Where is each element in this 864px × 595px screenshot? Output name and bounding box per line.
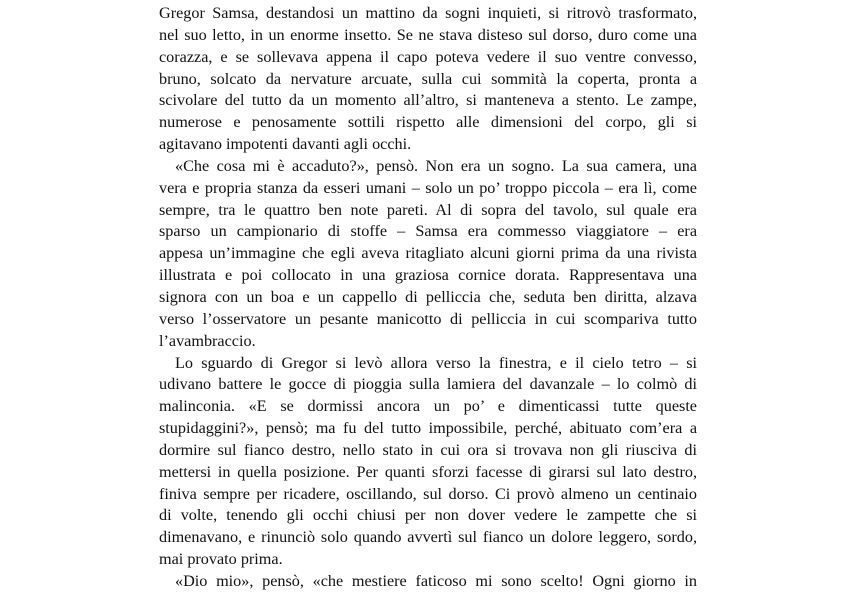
text-line: dimenavano, e rinunciò solo quando avvertì sul fianco un dolore leggero, sordo, xyxy=(159,528,697,547)
text-line: Lo sguardo di Gregor si levò allora verso la finestra, e il cielo tetro – si xyxy=(175,353,697,372)
text-line: sparso un campionario di stoffe – Samsa era commesso viaggiatore – era xyxy=(159,222,697,241)
text-line: sempre, tra le quattro ben note pareti. Al di sopra del tavolo, sul quale era xyxy=(159,200,697,219)
paragraph-3 xyxy=(159,353,697,571)
text-line: malinconia. «E se dormissi ancora un po’ e dimenticassi tutte queste xyxy=(159,397,697,416)
text-line: vera e propria stanza da esseri umani – solo un po’ troppo piccola – era lì, come xyxy=(159,178,697,197)
paragraph-1 xyxy=(159,3,697,156)
paragraph-2 xyxy=(159,156,697,353)
body-text xyxy=(159,3,697,593)
text-line: corazza, e se sollevava appena il capo poteva vedere il suo ventre convesso, xyxy=(159,47,697,66)
text-line: di volte, tenendo gli occhi chiusi per non dover vedere le zampette che si xyxy=(159,506,697,525)
text-line: verso l’osservatore un pesante manicotto di pelliccia in cui scompariva tutto xyxy=(159,309,697,328)
text-line: agitavano impotenti davanti agli occhi. xyxy=(159,135,412,154)
text-line: nel suo letto, in un enorme insetto. Se ne stava disteso sul dorso, duro come una xyxy=(159,25,697,44)
paragraph-4 xyxy=(159,571,697,593)
text-line: mai provato prima. xyxy=(159,550,283,569)
text-line: scivolare del tutto da un momento all’altro, si manteneva a stento. Le zampe, xyxy=(159,91,697,110)
text-line: l’avambraccio. xyxy=(159,331,256,350)
text-line: udivano battere le gocce di pioggia sulla lamiera del davanzale – lo colmò di xyxy=(159,375,697,394)
text-line: dormire sul fianco destro, nello stato in cui ora si trovava non gli riusciva di xyxy=(159,440,697,459)
text-line: signora con un boa e un cappello di pelliccia che, seduta ben diritta, alzava xyxy=(159,287,697,306)
text-line: bruno, solcato da nervature arcuate, sulla cui sommità la coperta, pronta a xyxy=(159,69,697,88)
text-line: finiva sempre per ricadere, oscillando, sul dorso. Ci provò almeno un centinaio xyxy=(159,484,697,503)
text-line: Gregor Samsa, destandosi un mattino da sogni inquieti, si ritrovò trasformato, xyxy=(159,4,697,22)
text-line: appesa un’immagine che egli aveva ritagliato alcuni giorni prima da una rivista xyxy=(159,244,697,263)
text-line: illustrata e poi collocato in una graziosa cornice dorata. Rappresentava una xyxy=(159,266,697,285)
text-line: «Dio mio», pensò, «che mestiere faticoso mi sono scelto! Ogni giorno in xyxy=(175,571,697,590)
text-line: «Che cosa mi è accaduto?», pensò. Non era un sogno. La sua camera, una xyxy=(175,156,697,175)
text-line: mettersi in quella posizione. Per quanti sforzi facesse di girarsi sul lato destro, xyxy=(159,462,697,481)
document-page xyxy=(159,0,697,595)
text-line: numerose e penosamente sottili rispetto alle dimensioni del corpo, gli si xyxy=(159,113,697,132)
text-line: stupidaggini?», pensò; ma fu del tutto impossibile, perché, abituato com’era a xyxy=(159,419,697,438)
